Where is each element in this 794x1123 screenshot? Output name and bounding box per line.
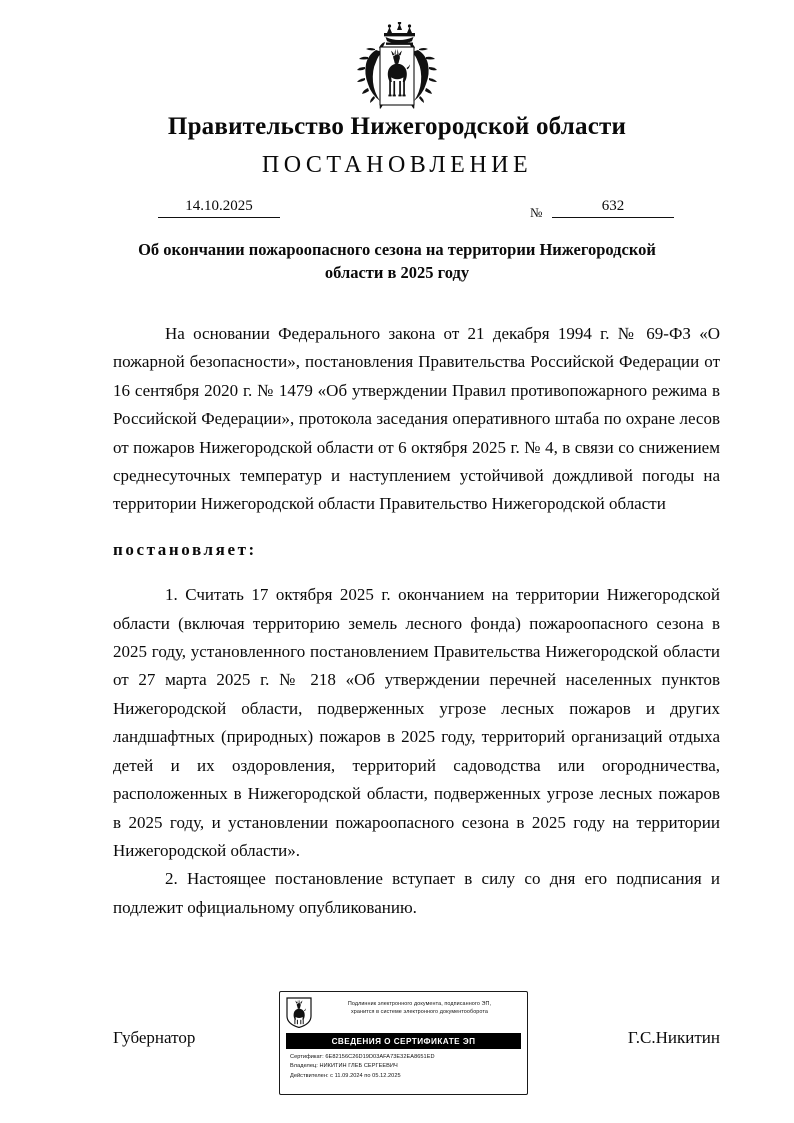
signatory-name: Г.С.Никитин [627, 1028, 720, 1047]
stamp-header [286, 997, 521, 1031]
document-meta-row [0, 198, 794, 224]
decree-keyword: постановляет: [113, 539, 257, 559]
paragraph-item-1: 1. Считать 17 октября 2025 г. окончанием на территории Нижегородской области (включая территорию земель лесного фонда) пожароопасного сезона в 2025 году, установленного постановлением Правительства Нижегородской области от 27 марта 2025 г. № 218 «Об утверждении перечней населенных пунктов Нижегородской области, подверженных угрозе лесных пожаров и других ландшафтных (природных) пожаров в 2025 году, территорий организаций отдыха детей и их оздоровления, территорий садоводства или огородничества, расположенных в Нижегородской области, подверженных угрозе лесных пожаров в 2025 году, и установлении пожароопасного сезона в 2025 году на территории Нижегородской области». [113, 585, 720, 860]
stamp-certificate-serial: Сертификат: 6E82156C26D19D03AFA73E32EA8651ED [290, 1054, 435, 1060]
stamp-notice-line-2: хранится в системе электронного документооборота [351, 1009, 488, 1016]
document-body [113, 320, 720, 922]
stamp-certificate-validity: Действителен: с 11.09.2024 по 05.12.2025 [290, 1072, 401, 1079]
emblem-container [0, 22, 794, 117]
document-subject: Об окончании пожароопасного сезона на территории Нижегородской области в 2025 году [138, 240, 656, 282]
document-number-label: № [530, 205, 543, 220]
stamp-banner: СВЕДЕНИЯ О СЕРТИФИКАТЕ ЭП [286, 1033, 521, 1049]
document-date-field[interactable]: 14.10.2025 [158, 198, 280, 218]
stamp-notice [318, 997, 521, 1016]
stamp-notice-line-1: Подлинник электронного документа, подписанного ЭП, [347, 1001, 492, 1007]
electronic-signature-stamp [279, 991, 528, 1095]
shield-deer-coat-of-arms-icon [286, 997, 312, 1028]
signatory-position: Губернатор [113, 1028, 196, 1047]
stamp-certificate-owner: Владелец: НИКИТИН ГЛЕБ СЕРГЕЕВИЧ [290, 1063, 398, 1070]
document-number-field[interactable]: 632 [552, 198, 674, 218]
paragraph-preamble: На основании Федерального закона от 21 декабря 1994 г. № 69-ФЗ «О пожарной безопасности», постановления Правительства Российской Федерации от 16 сентября 2020 г. № 1479 «Об утверждении Правил противопожарного режима в Российской Федерации», протокола заседания оперативного штаба по охране лесов от пожаров Нижегородской области от 6 октября 2025 г. № 4, в связи со снижением среднесуточных температур и наступлением устойчивой дождливой погоды на территории Нижегородской области Правительство Нижегородской области [113, 324, 720, 514]
organization-title: Правительство Нижегородской области [167, 113, 627, 140]
stamp-certificate-details [286, 1053, 521, 1081]
nizhny-novgorod-coat-of-arms-icon [355, 22, 439, 112]
document-kind-heading: ПОСТАНОВЛЕНИЕ [261, 152, 533, 178]
paragraph-item-2: 2. Настоящее постановление вступает в силу со дня его подписания и подлежит официальному опубликованию. [113, 869, 720, 917]
